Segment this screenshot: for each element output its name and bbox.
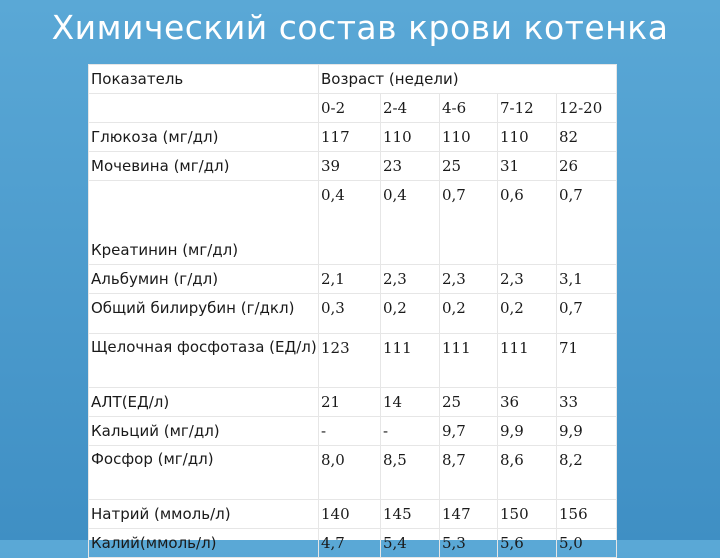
age-range: 4-6 [440, 94, 498, 123]
table-row [89, 417, 617, 446]
cell-value: 4,7 [319, 529, 381, 558]
cell-value: 111 [498, 334, 557, 388]
cell-value: 147 [440, 500, 498, 529]
cell-value: - [381, 417, 440, 446]
table-row [89, 152, 617, 181]
cell-value: 8,5 [381, 446, 440, 500]
cell-value: 2,3 [381, 265, 440, 294]
cell-value: 71 [557, 334, 617, 388]
blood-chemistry-table [88, 64, 617, 558]
table-row [89, 123, 617, 152]
cell-value: 5,3 [440, 529, 498, 558]
age-range: 12-20 [557, 94, 617, 123]
cell-value: 2,1 [319, 265, 381, 294]
row-label: АЛТ(ЕД/л) [89, 388, 319, 417]
cell-value: 23 [381, 152, 440, 181]
cell-value: 5,6 [498, 529, 557, 558]
cell-value: 5,0 [557, 529, 617, 558]
empty-cell [89, 94, 319, 123]
cell-value: 117 [319, 123, 381, 152]
row-label: Глюкоза (мг/дл) [89, 123, 319, 152]
cell-value: 36 [498, 388, 557, 417]
cell-value: 0,2 [381, 294, 440, 334]
row-label: Альбумин (г/дл) [89, 265, 319, 294]
cell-value: 110 [440, 123, 498, 152]
cell-value: 0,7 [440, 181, 498, 265]
row-label: Фосфор (мг/дл) [89, 446, 319, 500]
row-label: Щелочная фосфотаза (ЕД/л) [89, 334, 319, 388]
cell-value: 8,7 [440, 446, 498, 500]
cell-value: 33 [557, 388, 617, 417]
cell-value: 26 [557, 152, 617, 181]
cell-value: 111 [381, 334, 440, 388]
age-range: 2-4 [381, 94, 440, 123]
cell-value: 0,3 [319, 294, 381, 334]
cell-value: 2,3 [440, 265, 498, 294]
cell-value: 111 [440, 334, 498, 388]
cell-value: 9,9 [498, 417, 557, 446]
cell-value: 0,2 [440, 294, 498, 334]
cell-value: 0,4 [319, 181, 381, 265]
cell-value: 150 [498, 500, 557, 529]
row-label: Натрий (ммоль/л) [89, 500, 319, 529]
table-row [89, 294, 617, 334]
row-label: Кальций (мг/дл) [89, 417, 319, 446]
cell-value: 25 [440, 152, 498, 181]
cell-value: 25 [440, 388, 498, 417]
cell-value: 2,3 [498, 265, 557, 294]
indicator-header: Показатель [89, 65, 319, 94]
cell-value: 0,6 [498, 181, 557, 265]
table-row [89, 334, 617, 388]
cell-value: 8,0 [319, 446, 381, 500]
age-header: Возраст (недели) [319, 65, 617, 94]
cell-value: 123 [319, 334, 381, 388]
cell-value: 110 [381, 123, 440, 152]
table-row [89, 500, 617, 529]
cell-value: 3,1 [557, 265, 617, 294]
cell-value: 8,6 [498, 446, 557, 500]
cell-value: 8,2 [557, 446, 617, 500]
cell-value: 31 [498, 152, 557, 181]
row-label: Общий билирубин (г/дкл) [89, 294, 319, 334]
cell-value: 9,7 [440, 417, 498, 446]
cell-value: 9,9 [557, 417, 617, 446]
age-ranges-row [89, 94, 617, 123]
table-row [89, 529, 617, 558]
table-row [89, 446, 617, 500]
age-range: 7-12 [498, 94, 557, 123]
table-row [89, 388, 617, 417]
cell-value: 21 [319, 388, 381, 417]
cell-value: 156 [557, 500, 617, 529]
cell-value: 0,7 [557, 181, 617, 265]
cell-value: - [319, 417, 381, 446]
row-label: Креатинин (мг/дл) [89, 181, 319, 265]
row-label: Калий(ммоль/л) [89, 529, 319, 558]
cell-value: 145 [381, 500, 440, 529]
cell-value: 110 [498, 123, 557, 152]
age-range: 0-2 [319, 94, 381, 123]
cell-value: 14 [381, 388, 440, 417]
cell-value: 140 [319, 500, 381, 529]
row-label: Мочевина (мг/дл) [89, 152, 319, 181]
cell-value: 0,2 [498, 294, 557, 334]
table-row [89, 265, 617, 294]
cell-value: 82 [557, 123, 617, 152]
cell-value: 0,4 [381, 181, 440, 265]
header-row [89, 65, 617, 94]
table-row [89, 181, 617, 265]
cell-value: 39 [319, 152, 381, 181]
slide-title: Химический состав крови котенка [51, 8, 669, 47]
cell-value: 5,4 [381, 529, 440, 558]
cell-value: 0,7 [557, 294, 617, 334]
